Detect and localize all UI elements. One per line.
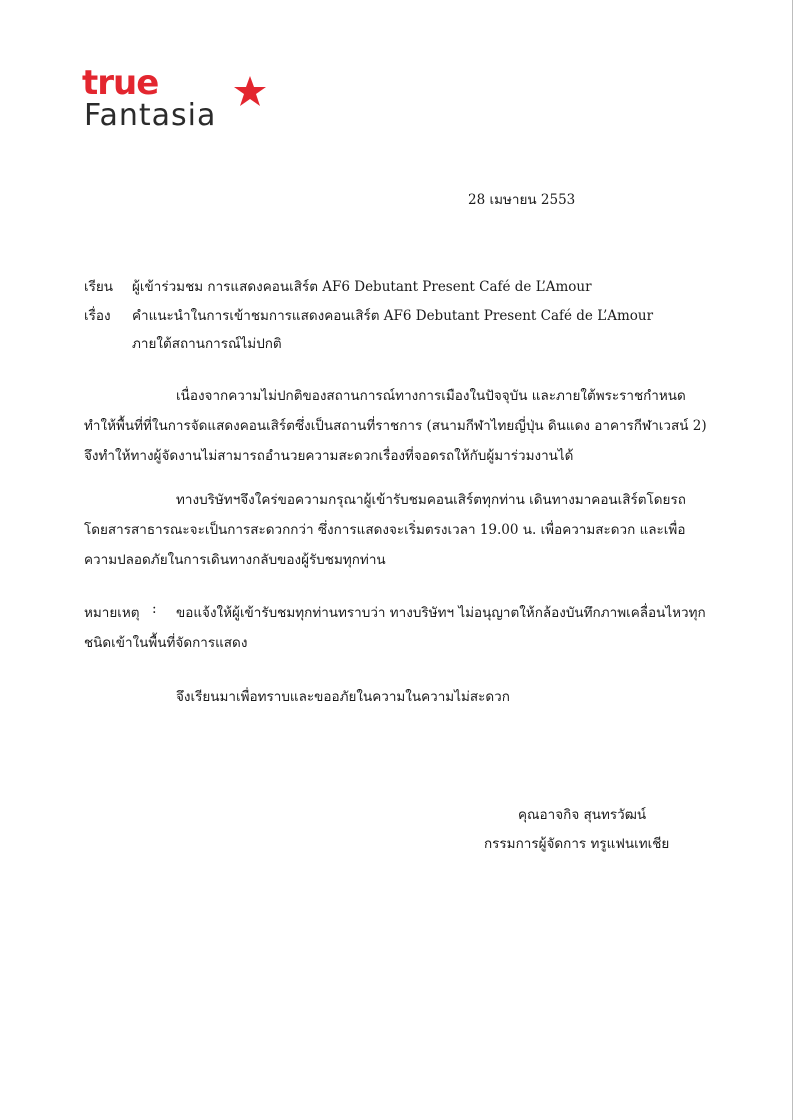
note-line-1: ขอแจ้งให้ผู้เข้ารับชมทุกท่านทราบว่า ทางบริษัทฯ ไม่อนุญาตให้กล้องบันทึกภาพเคลื่อนไหวทุก bbox=[176, 605, 706, 621]
logo-word-fantasia: Fantasia bbox=[84, 98, 217, 133]
paragraph-1-line: จึงทำให้ทางผู้จัดงานไม่สามารถอำนวยความสะดวกเรื่องที่จอดรถให้กับผู้มาร่วมงานได้ bbox=[84, 448, 574, 464]
salutation-text: ผู้เข้าร่วมชม การแสดงคอนเสิร์ต AF6 Debutant Present Café de L’Amour bbox=[132, 279, 592, 295]
paragraph-1-line: เนื่องจากความไม่ปกติของสถานการณ์ทางการเมืองในปัจจุบัน และภายใต้พระราชกำหนด bbox=[176, 388, 686, 404]
logo-star-icon bbox=[232, 74, 268, 110]
paragraph-2-line: โดยสารสาธารณะจะเป็นการสะดวกกว่า ซึ่งการแสดงจะเริ่มตรงเวลา 19.00 น. เพื่อความสะดวก และเพื่อ bbox=[84, 522, 686, 538]
paragraph-1-line: ทำให้พื้นที่ที่ในการจัดแสดงคอนเสิร์ตซึ่งเป็นสถานที่ราชการ (สนามกีฬาไทยญี่ปุ่น ดินแดง อาคารกีฬาเวสน์ 2) bbox=[84, 418, 707, 434]
note-colon: : bbox=[152, 601, 157, 617]
signer-name: คุณอาจกิจ สุนทรวัฒน์ bbox=[518, 807, 647, 823]
paragraph-1 bbox=[84, 381, 707, 471]
note-label: หมายเหตุ bbox=[84, 605, 140, 621]
signer-title: กรรมการผู้จัดการ ทรูแฟนเทเชีย bbox=[484, 836, 670, 852]
subject-line-1: คำแนะนำในการเข้าชมการแสดงคอนเสิร์ต AF6 Debutant Present Café de L’Amour bbox=[132, 308, 654, 324]
note-line-2: ชนิดเข้าในพื้นที่จัดการแสดง bbox=[84, 635, 248, 651]
salutation-label: เรียน bbox=[84, 279, 114, 295]
true-fantasia-logo bbox=[82, 63, 282, 136]
letter-date: 28 เมษายน 2553 bbox=[468, 192, 576, 208]
paragraph-2-line: ความปลอดภัยในการเดินทางกลับของผู้รับชมทุกท่าน bbox=[84, 552, 386, 568]
logo-word-true: true bbox=[82, 63, 159, 103]
subject-line-2: ภายใต้สถานการณ์ไม่ปกติ bbox=[132, 336, 282, 352]
closing-line: จึงเรียนมาเพื่อทราบและขออภัยในความในความไม่สะดวก bbox=[176, 689, 510, 705]
paragraph-2 bbox=[84, 485, 704, 575]
subject-label: เรื่อง bbox=[84, 308, 111, 324]
paragraph-2-line: ทางบริษัทฯจึงใคร่ขอความกรุณาผู้เข้ารับชมคอนเสิร์ตทุกท่าน เดินทางมาคอนเสิร์ตโดยรถ bbox=[176, 492, 686, 508]
